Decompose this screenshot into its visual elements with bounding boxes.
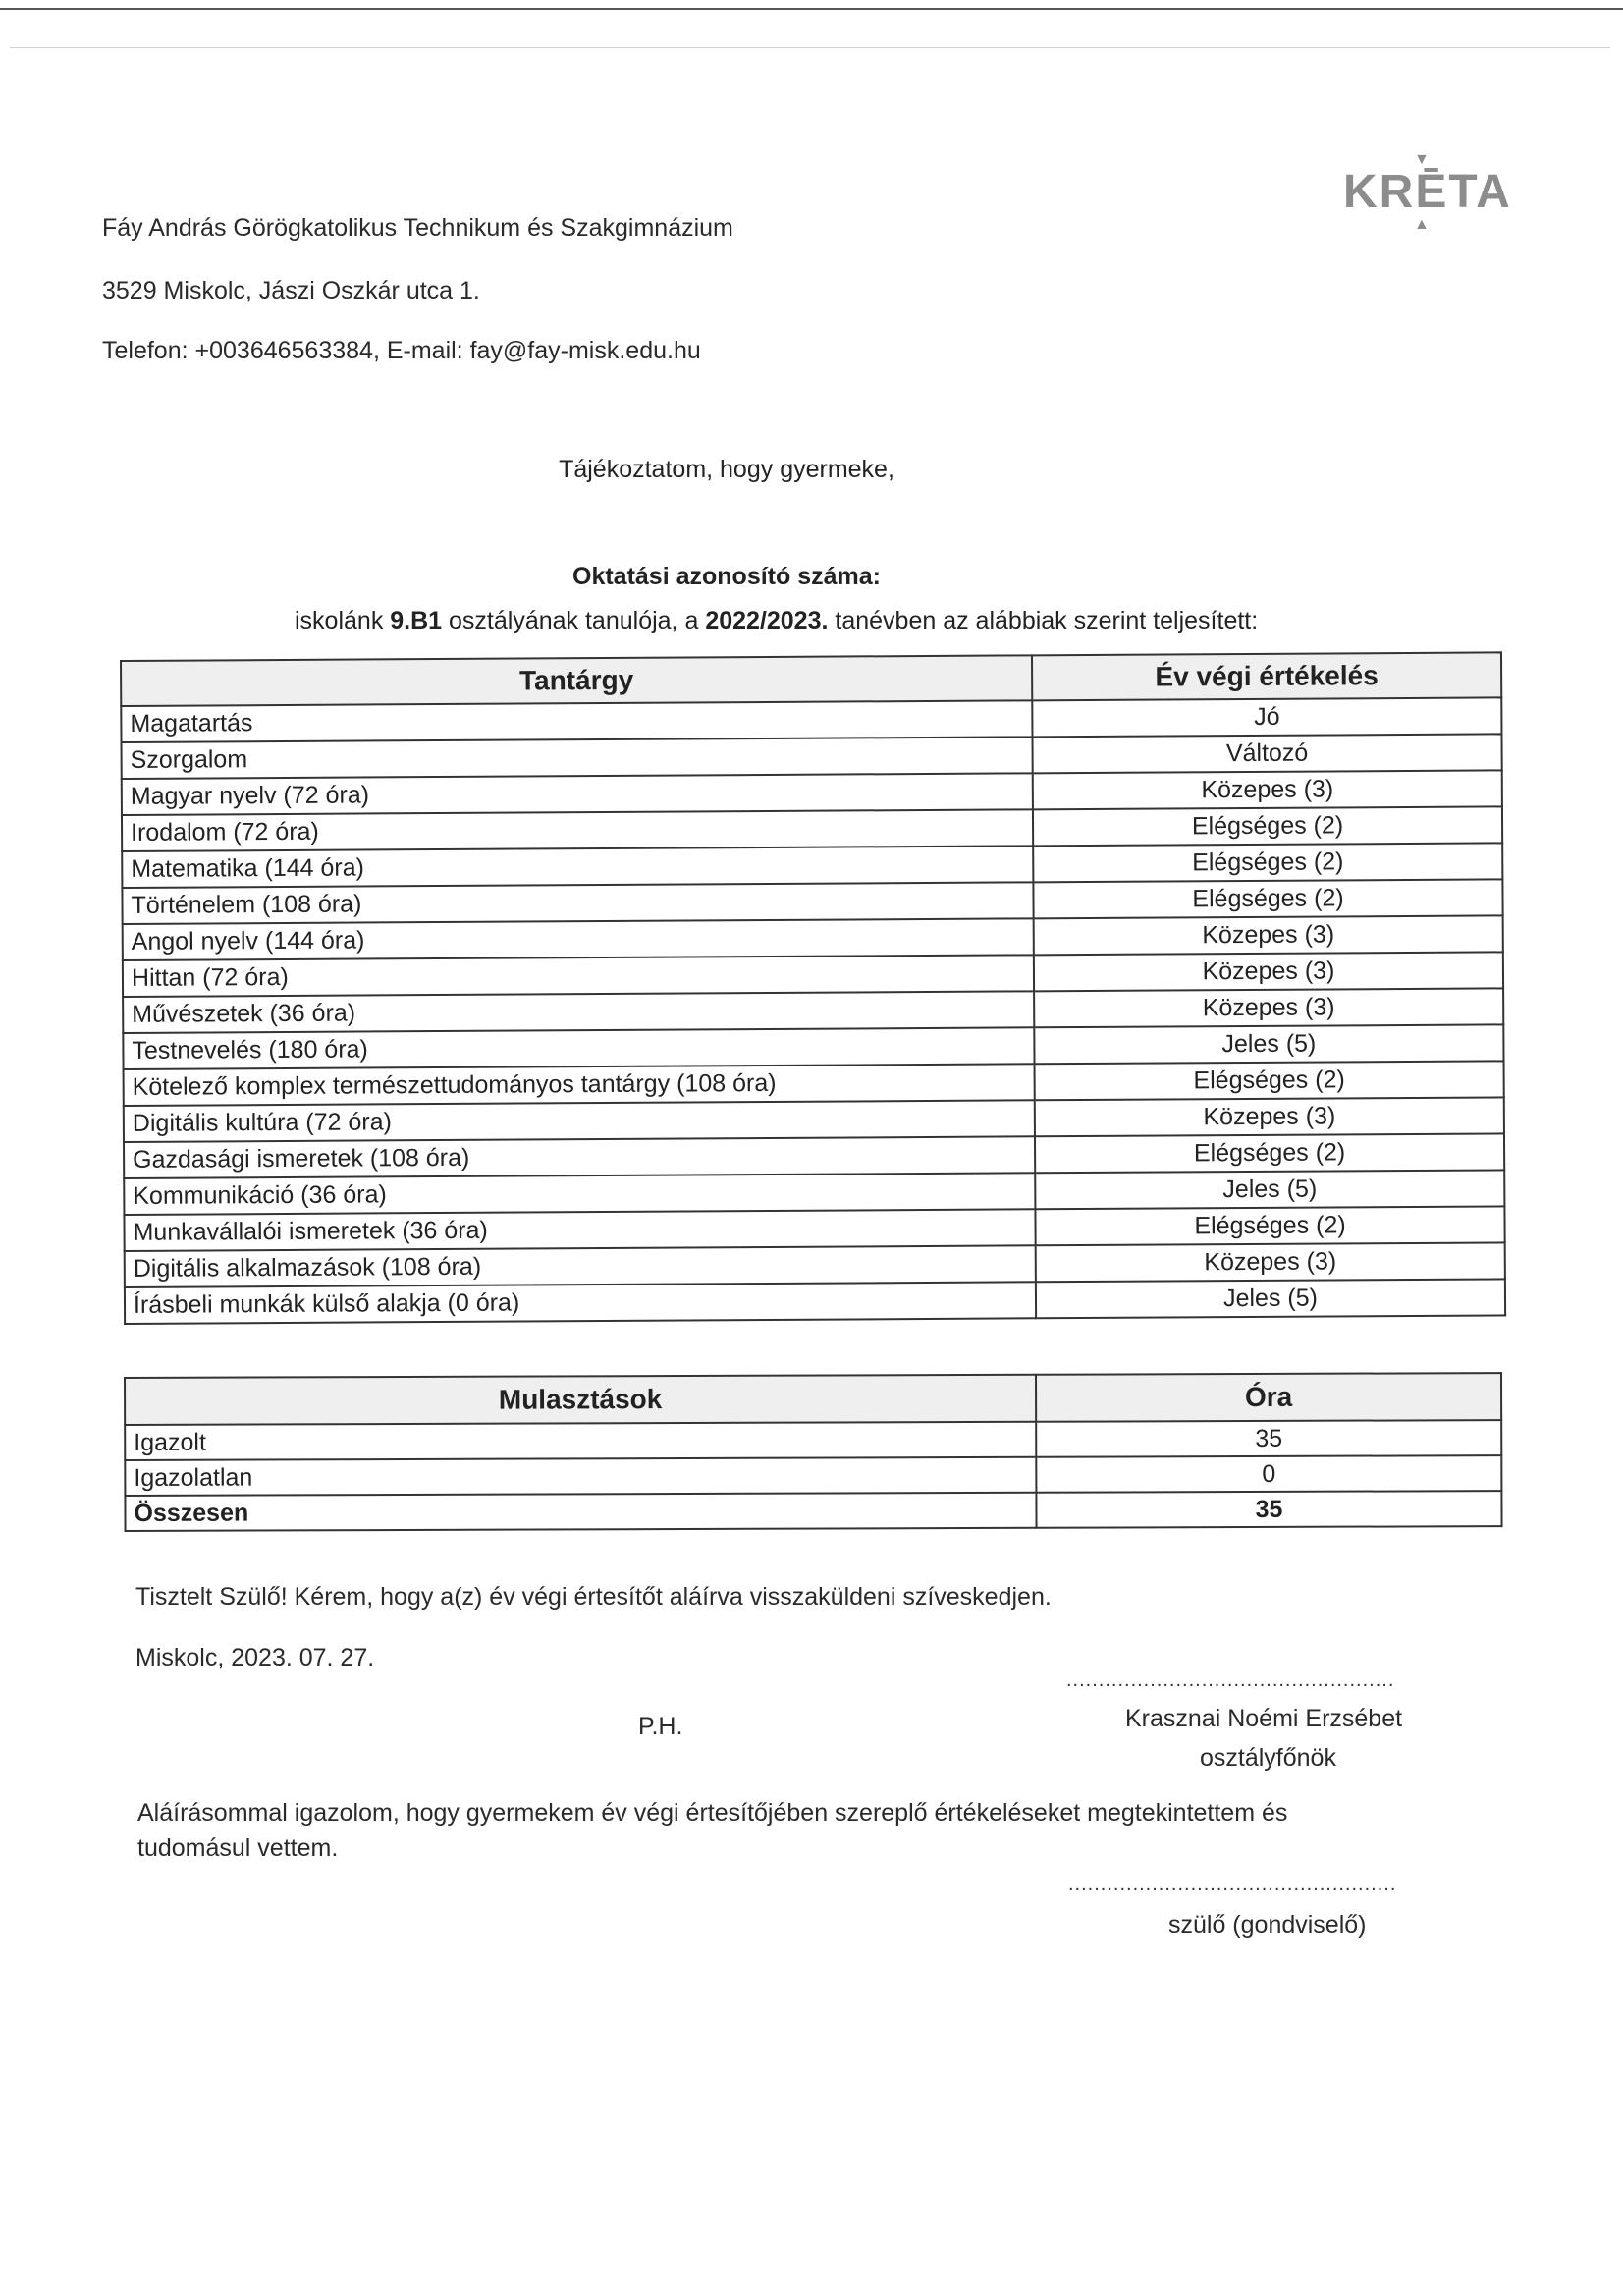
absence-total-value: 35 (1036, 1491, 1501, 1528)
student-id-label: Oktatási azonosító száma: (572, 563, 881, 590)
intro-part-b: osztályának tanulója, a (442, 607, 706, 634)
subject-cell: Kommunikáció (36 óra) (124, 1173, 1035, 1215)
subject-cell: Magyar nyelv (72 óra) (122, 773, 1033, 815)
subject-cell: Szorgalom (122, 737, 1033, 779)
grade-cell: Jeles (5) (1036, 1279, 1505, 1318)
scan-faint-line (10, 47, 1610, 48)
absence-column-header: Mulasztások (125, 1375, 1036, 1425)
teacher-signature-line: ................................................... (1066, 1669, 1395, 1691)
grade-cell: Elégséges (2) (1033, 879, 1502, 918)
grade-column-header: Év végi értékelés (1032, 652, 1501, 700)
grade-cell: Közepes (3) (1034, 915, 1503, 955)
grade-cell: Jeles (5) (1034, 1024, 1503, 1064)
absence-value-cell: 0 (1036, 1455, 1501, 1493)
subject-cell: Angol nyelv (144 óra) (123, 918, 1034, 960)
grade-cell: Közepes (3) (1035, 1097, 1504, 1136)
absence-header-row (125, 1373, 1501, 1425)
teacher-role: osztályfőnök (1200, 1744, 1336, 1772)
subject-cell: Matematika (144 óra) (122, 846, 1033, 888)
parent-request: Tisztelt Szülő! Kérem, hogy a(z) év végi értesítőt aláírva visszaküldeni szíveskedjen. (135, 1583, 1052, 1611)
logo-text: KRĒTA (1343, 166, 1512, 218)
grade-cell: Elégséges (2) (1035, 1061, 1504, 1100)
subject-cell: Magatartás (121, 700, 1032, 742)
logo-triangle-up-icon: ▲ (1414, 216, 1432, 233)
absence-label-cell: Igazolt (125, 1422, 1036, 1460)
grade-cell: Elégséges (2) (1035, 1206, 1504, 1245)
grade-cell: Változó (1032, 734, 1501, 773)
parent-signature-line: ................................................... (1068, 1874, 1397, 1895)
seal-placeholder: P.H. (638, 1713, 683, 1740)
intro-sentence (295, 607, 1258, 635)
absence-value-cell: 35 (1036, 1420, 1501, 1457)
school-name: Fáy András Görögkatolikus Technikum és Szakgimnázium (102, 214, 733, 242)
absence-label-cell: Igazolatlan (125, 1457, 1036, 1496)
parent-confirmation: Aláírásommal igazolom, hogy gyermekem év végi értesítőjében szereplő értékeléseket megtekintettem és tudomásul vettem. (137, 1799, 1288, 1862)
subject-cell: Munkavállalói ismeretek (36 óra) (124, 1209, 1035, 1251)
scan-border-line (0, 8, 1623, 10)
subject-column-header: Tantárgy (121, 655, 1032, 706)
subject-cell: Történelem (108 óra) (122, 882, 1033, 924)
school-year: 2022/2023. (705, 607, 829, 634)
table-row (125, 1279, 1505, 1324)
teacher-name: Krasznai Noémi Erzsébet (1125, 1705, 1403, 1732)
table-row (125, 1491, 1501, 1531)
subject-cell: Irodalom (72 óra) (122, 809, 1033, 851)
subject-cell: Digitális alkalmazások (108 óra) (125, 1245, 1036, 1287)
subject-cell: Gazdasági ismeretek (108 óra) (124, 1136, 1035, 1178)
subject-cell: Művészetek (36 óra) (123, 991, 1034, 1033)
intro-part-c: tanévben az alábbiak szerint teljesített: (828, 607, 1259, 634)
absence-total-label: Összesen (125, 1493, 1036, 1531)
logo-triangle-down-icon: ▼ (1414, 151, 1432, 168)
subject-cell: Kötelező komplex természettudományos tantárgy (108 óra) (124, 1064, 1035, 1106)
grade-cell: Jó (1032, 697, 1501, 737)
school-address: 3529 Miskolc, Jászi Oszkár utca 1. (102, 277, 480, 304)
notice-line: Tájékoztatom, hogy gyermeke, (559, 456, 894, 483)
grade-cell: Jeles (5) (1035, 1170, 1504, 1209)
grade-cell: Közepes (3) (1033, 770, 1502, 809)
grade-cell: Közepes (3) (1036, 1242, 1505, 1282)
kreta-logo (1343, 151, 1512, 233)
place-date: Miskolc, 2023. 07. 27. (135, 1644, 375, 1671)
grades-table (120, 651, 1506, 1325)
subject-cell: Testnevelés (180 óra) (123, 1027, 1034, 1069)
school-contact: Telefon: +003646563384, E-mail: fay@fay-misk.edu.hu (102, 337, 701, 364)
subject-cell: Írásbeli munkák külső alakja (0 óra) (125, 1282, 1036, 1324)
intro-part-a: iskolánk (295, 607, 391, 634)
subject-cell: Hittan (72 óra) (123, 955, 1034, 997)
parent-signature-label: szülő (gondviselő) (1168, 1911, 1367, 1939)
table-row (125, 1420, 1501, 1460)
grade-cell: Elégséges (2) (1035, 1133, 1504, 1173)
table-row (125, 1455, 1501, 1496)
grade-cell: Közepes (3) (1034, 952, 1503, 991)
hours-column-header: Óra (1036, 1373, 1501, 1422)
grade-cell: Közepes (3) (1034, 988, 1503, 1027)
absence-table (124, 1372, 1503, 1532)
grade-cell: Elégséges (2) (1033, 843, 1502, 882)
class-name: 9.B1 (390, 607, 443, 634)
subject-cell: Digitális kultúra (72 óra) (124, 1100, 1035, 1142)
grade-cell: Elégséges (2) (1033, 806, 1502, 846)
